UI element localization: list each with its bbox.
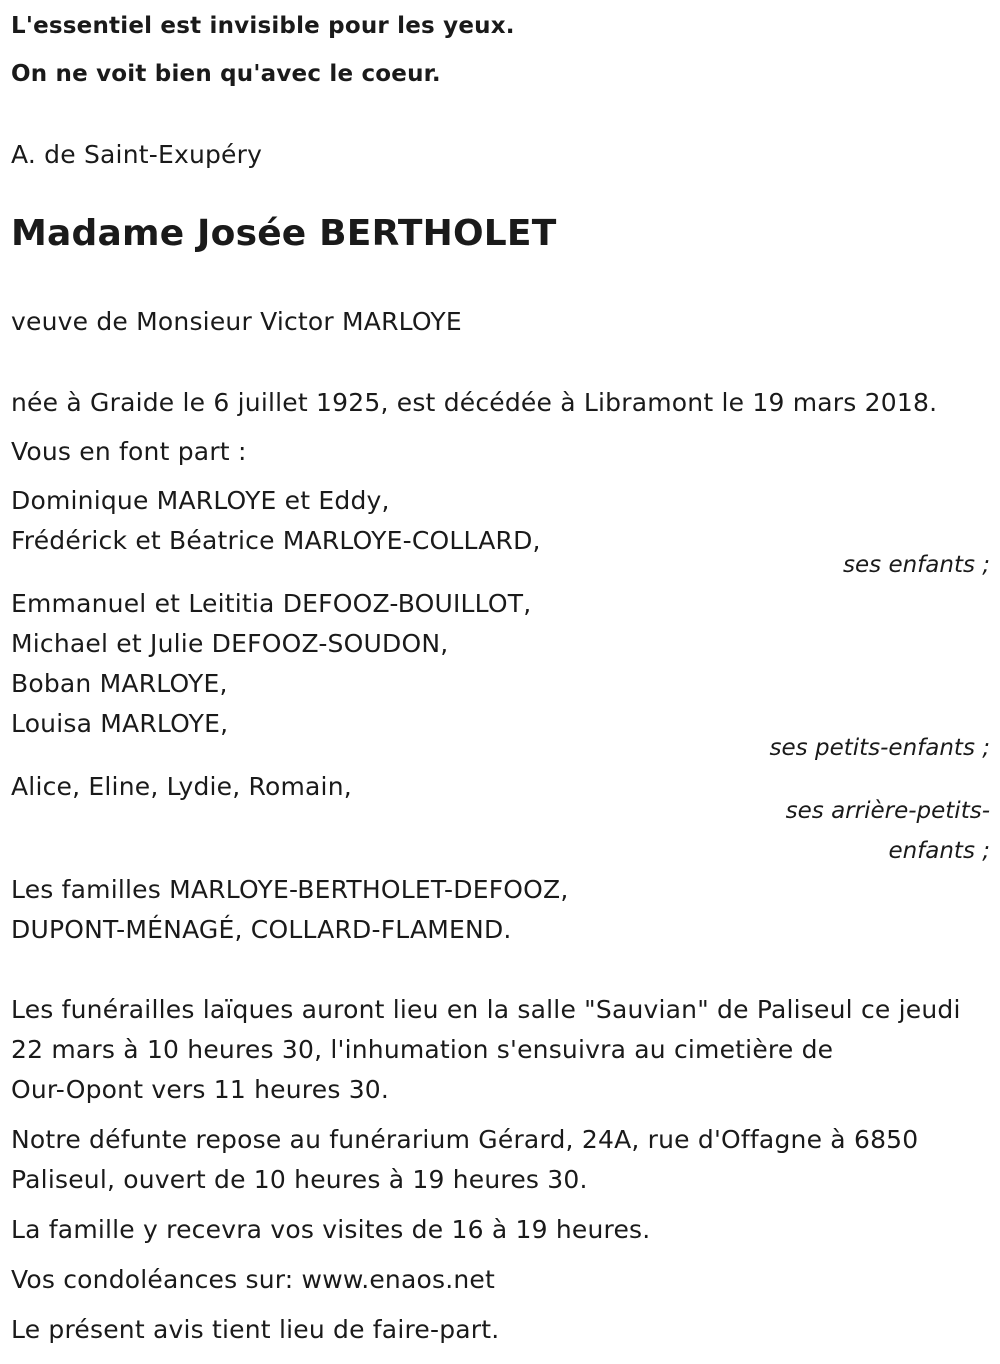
birth-death-line: née à Graide le 6 juillet 1925, est décédée à Libramont le 19 mars 2018. xyxy=(11,388,938,417)
great-grandchildren-label-2: enfants ; xyxy=(888,838,990,864)
grandchild-line: Louisa MARLOYE, xyxy=(11,709,229,738)
spouse-line: veuve de Monsieur Victor MARLOYE xyxy=(11,307,462,336)
ceremony-line: Les funérailles laïques auront lieu en la salle "Sauvian" de Paliseul ce jeudi xyxy=(11,995,961,1024)
quote-line-2: On ne voit bien qu'avec le coeur. xyxy=(11,61,441,87)
grandchild-line: Michael et Julie DEFOOZ-SOUDON, xyxy=(11,629,449,658)
children-label: ses enfants ; xyxy=(843,552,990,578)
quote-line-1: L'essentiel est invisible pour les yeux. xyxy=(11,13,515,39)
ceremony-line: Our-Opont vers 11 heures 30. xyxy=(11,1075,390,1104)
great-grandchildren-label-1: ses arrière-petits- xyxy=(785,798,990,824)
visits-line: La famille y recevra vos visites de 16 à 19 heures. xyxy=(11,1215,651,1244)
child-line: Frédérick et Béatrice MARLOYE-COLLARD, xyxy=(11,526,541,555)
families-line: DUPONT-MÉNAGÉ, COLLARD-FLAMEND. xyxy=(11,915,512,944)
grandchild-line: Emmanuel et Leititia DEFOOZ-BOUILLOT, xyxy=(11,589,532,618)
quote-author: A. de Saint-Exupéry xyxy=(11,140,263,169)
families-line: Les familles MARLOYE-BERTHOLET-DEFOOZ, xyxy=(11,875,569,904)
ceremony-line: 22 mars à 10 heures 30, l'inhumation s'ensuivra au cimetière de xyxy=(11,1035,834,1064)
repose-line: Notre défunte repose au funérarium Gérard, 24A, rue d'Offagne à 6850 xyxy=(11,1125,919,1154)
grandchildren-label: ses petits-enfants ; xyxy=(769,735,990,761)
great-grandchild-line: Alice, Eline, Lydie, Romain, xyxy=(11,772,352,801)
notice-line: Le présent avis tient lieu de faire-part. xyxy=(11,1315,500,1344)
grandchild-line: Boban MARLOYE, xyxy=(11,669,228,698)
child-line: Dominique MARLOYE et Eddy, xyxy=(11,486,390,515)
announcement-intro: Vous en font part : xyxy=(11,437,247,466)
deceased-name: Madame Josée BERTHOLET xyxy=(11,213,557,254)
condolences-line: Vos condoléances sur: www.enaos.net xyxy=(11,1265,495,1294)
repose-line: Paliseul, ouvert de 10 heures à 19 heures 30. xyxy=(11,1165,588,1194)
